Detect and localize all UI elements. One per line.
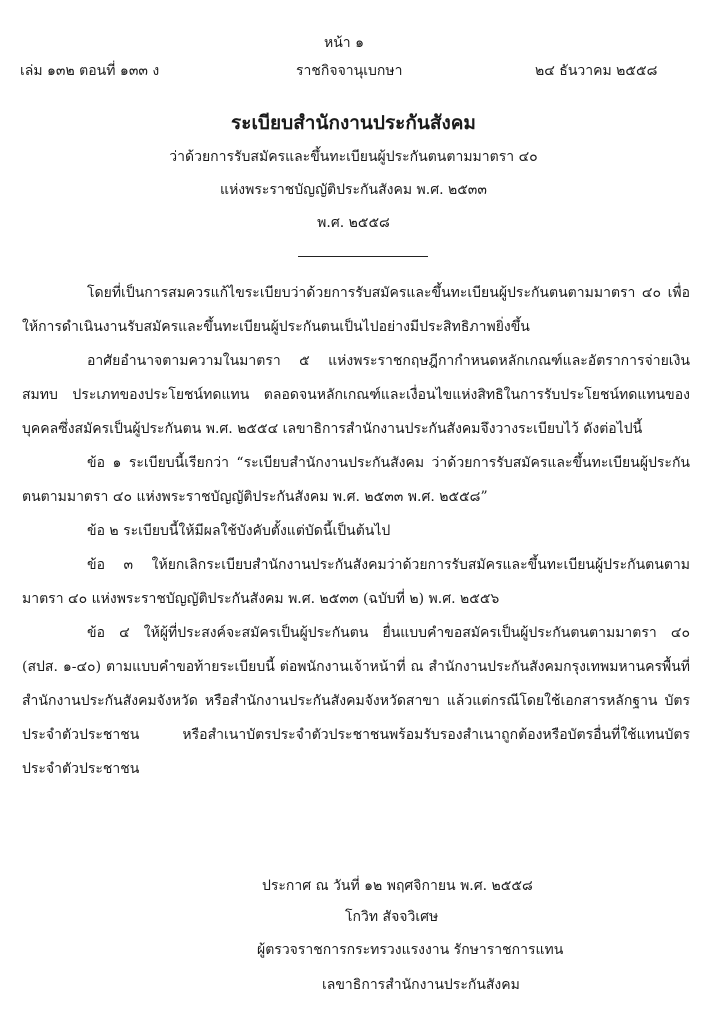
title-divider <box>298 256 428 257</box>
clause-2: ข้อ ๒ ระเบียบนี้ให้มีผลใช้บังคับตั้งแต่บัดนี้เป็นต้นไป <box>87 523 391 539</box>
signatory-office: เลขาธิการสำนักงานประกันสังคม <box>322 977 520 993</box>
document-year: พ.ศ. ๒๕๕๘ <box>317 215 390 231</box>
gazette-name: ราชกิจจานุเบกษา <box>296 63 403 79</box>
signatory-name: โกวิท สัจจวิเศษ <box>345 909 439 925</box>
authority-paragraph: อาศัยอำนาจตามความในมาตรา ๕ แห่งพระราชกฤษฎีกากำหนดหลักเกณฑ์และอัตราการจ่ายเงินสมทบ ประเภทของประโยชน์ทดแทน ตลอดจนหลักเกณฑ์และเงื่อนไขแห่งสิทธิในการรับประโยชน์ทดแทนของบุคคลซึ่งสมัครเป็นผู้ประกันตน พ.ศ. ๒๕๕๔ เลขาธิการสำนักงานประกันสังคมจึงวางระเบียบไว้ ดังต่อไปนี้ <box>22 353 690 437</box>
document-subtitle-line-2: แห่งพระราชบัญญัติประกันสังคม พ.ศ. ๒๕๓๓ <box>220 182 487 198</box>
publication-date: ๒๔ ธันวาคม ๒๕๕๘ <box>535 63 658 79</box>
volume-issue: เล่ม ๑๓๒ ตอนที่ ๑๓๓ ง <box>20 63 160 79</box>
announcement-date: ประกาศ ณ วันที่ ๑๒ พฤศจิกายน พ.ศ. ๒๕๕๘ <box>262 878 533 894</box>
page-number: หน้า ๑ <box>324 35 364 51</box>
clause-1: ข้อ ๑ ระเบียบนี้เรียกว่า “ระเบียบสำนักงานประกันสังคม ว่าด้วยการรับสมัครและขึ้นทะเบียนผู้ประกันตนตามมาตรา ๔๐ แห่งพระราชบัญญัติประกันสังคม พ.ศ. ๒๕๓๓ พ.ศ. ๒๕๕๘” <box>22 455 690 505</box>
clause-3: ข้อ ๓ ให้ยกเลิกระเบียบสำนักงานประกันสังคมว่าด้วยการรับสมัครและขึ้นทะเบียนผู้ประกันตนตามมาตรา ๔๐ แห่งพระราชบัญญัติประกันสังคม พ.ศ. ๒๕๓๓ (ฉบับที่ ๒) พ.ศ. ๒๕๕๖ <box>22 557 690 607</box>
document-body <box>22 276 690 786</box>
clause-4: ข้อ ๔ ให้ผู้ที่ประสงค์จะสมัครเป็นผู้ประกันตน ยื่นแบบคำขอสมัครเป็นผู้ประกันตนตามมาตรา ๔๐ (สปส. ๑-๔๐) ตามแบบคำขอท้ายระเบียบนี้ ต่อพนักงานเจ้าหน้าที่ ณ สำนักงานประกันสังคมกรุงเทพมหานครพื้นที่ สำนักงานประกันสังคมจังหวัด หรือสำนักงานประกันสังคมจังหวัดสาขา แล้วแต่กรณีโดยใช้เอกสารหลักฐาน บัตรประจำตัวประชาชน หรือสำเนาบัตรประจำตัวประชาชนพร้อมรับรองสำเนาถูกต้องหรือบัตรอื่นที่ใช้แทนบัตรประจำตัวประชาชน <box>22 625 690 777</box>
preamble-paragraph: โดยที่เป็นการสมควรแก้ไขระเบียบว่าด้วยการรับสมัครและขึ้นทะเบียนผู้ประกันตนตามมาตรา ๔๐ เพื่อให้การดำเนินงานรับสมัครและขึ้นทะเบียนผู้ประกันตนเป็นไปอย่างมีประสิทธิภาพยิ่งขึ้น <box>22 285 690 335</box>
document-title: ระเบียบสำนักงานประกันสังคม <box>231 112 476 134</box>
document-subtitle-line-1: ว่าด้วยการรับสมัครและขึ้นทะเบียนผู้ประกันตนตามมาตรา ๔๐ <box>169 149 538 165</box>
signatory-position: ผู้ตรวจราชการกระทรวงแรงงาน รักษาราชการแทน <box>257 942 564 958</box>
